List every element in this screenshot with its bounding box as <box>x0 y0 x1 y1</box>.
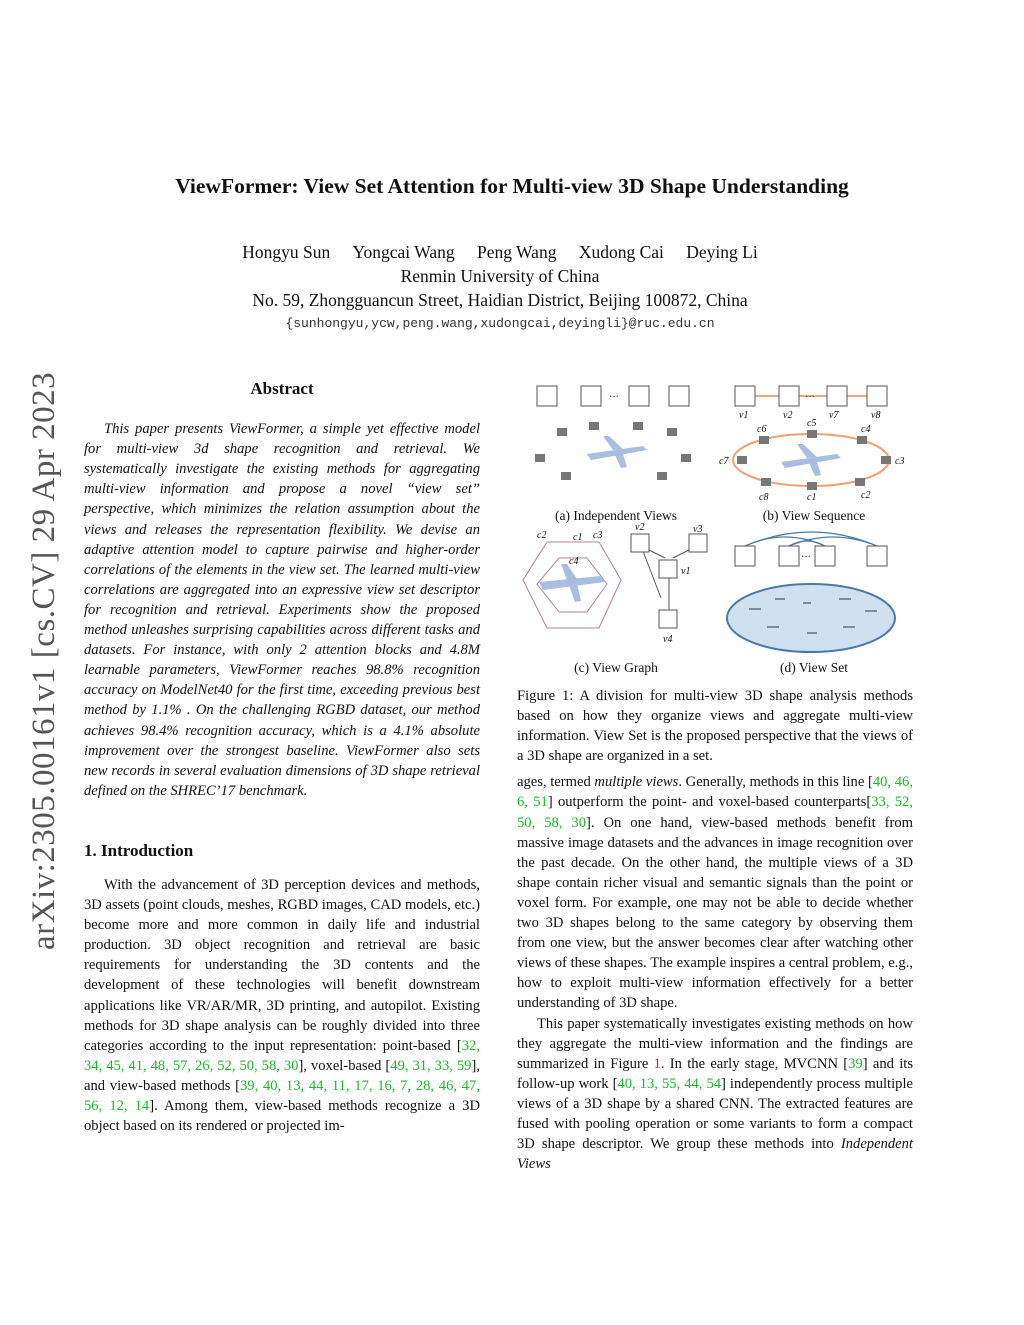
panel-independent-views <box>517 376 715 526</box>
label-v7: v7 <box>829 410 839 421</box>
paragraph: ages, termed multiple views. Generally, methods in this line [40, 46, 6, 51] outperform the point- and voxel-based counterparts[33, 52, 50, 58, 30]. On one hand, view-based methods benefit from massive image datasets and the advances in image recognition over the past decade. On the other hand, the multiple views of a 3D shape contain richer visual and semantic signals than the point or voxel form. For example, one may not be able to decide whether two 3D shapes belong to the same category by observing them from one view, but the answer becomes clear after watching other views of these shapes. The example inspires a central problem, e.g., how to exploit multi-view information effectively for a better understanding of 3D shape. <box>517 774 913 1012</box>
author: Peng Wang <box>477 242 557 262</box>
paper-title: ViewFormer: View Set Attention for Multi-view 3D Shape Understanding <box>175 174 849 198</box>
svg-text:c7: c7 <box>719 456 729 467</box>
svg-text:c6: c6 <box>757 424 767 435</box>
svg-text:c4: c4 <box>861 424 871 435</box>
view-set-ellipse <box>727 584 895 652</box>
svg-text:c4: c4 <box>569 556 579 567</box>
svg-text:v2: v2 <box>635 522 645 533</box>
figure-caption: Figure 1: A division for multi-view 3D shape analysis methods based on how they organize views and aggregate multi-view information. View Set is the proposed perspective that the views of a 3D shape are organized in a set. <box>517 688 913 765</box>
right-column <box>517 376 913 1174</box>
panel-view-sequence <box>715 376 913 526</box>
panel-view-set <box>715 528 913 678</box>
arxiv-stamp: arXiv:2305.00161v1 [cs.CV] 29 Apr 2023 <box>26 371 62 950</box>
author: Yongcai Wang <box>352 242 455 262</box>
citation-link[interactable]: 39, 40, 13, 44, 11, 17, 16, 7, 28, 46, 47, 56, 12, 14 <box>84 1077 480 1114</box>
svg-text:c3: c3 <box>895 456 905 467</box>
subcaption-d: (d) View Set <box>780 660 848 675</box>
address: No. 59, Zhongguancun Street, Haidian District, Beijing 100872, China <box>252 290 748 310</box>
paragraph: This paper systematically investigates existing methods on how they aggregate the multi-view information and the findings are summarized in Figure 1. In the early stage, MVCNN [39] and its follow-up work [40, 13, 55, 44, 54] independently process multiple views of a 3D shape by a shared CNN. The extracted features are fused with pooling operation or some variants to form a compact 3D shape descriptor. We group these methods into Independent Views <box>517 1015 913 1173</box>
svg-text:c5: c5 <box>807 418 817 429</box>
author: Hongyu Sun <box>242 242 331 262</box>
svg-text:c1: c1 <box>573 532 583 543</box>
citation-link[interactable]: 32, 34, 45, 41, 48, 57, 26, 52, 50, 58, 30 <box>84 1037 480 1074</box>
abstract-text: This paper presents ViewFormer, a simple yet effective model for multi-view 3d shape recognition and retrieval. We systematically investigate the existing methods for aggregating multi-view information and propose a novel “view set” perspective, which minimizes the relation assumption about the views and releases the representation flexibility. We devise an adaptive attention model to capture pairwise and higher-order correlations of the elements in the view set. The learned multi-view correlations are aggregated into an expressive view set descriptor for recognition and retrieval. Experiments show the proposed method unleashes surprising capabilities across different tasks and datasets. For instance, with only 2 attention blocks and 4.8M learnable parameters, ViewFormer reaches 98.8% recognition accuracy on ModelNet40 for the first time, exceeding previous best method by 1.1% . On the challenging RGBD dataset, our method achieves 98.4% recognition accuracy, which is a 4.1% absolute improvement over the strongest baseline. ViewFormer also sets new records in several evaluation dimensions of 3D shape retrieval defined on the SHREC’17 benchmark. <box>84 421 480 799</box>
abstract-heading: Abstract <box>250 379 314 398</box>
figure-1 <box>517 376 913 676</box>
affiliation: Renmin University of China <box>400 266 600 286</box>
subcaption-c: (c) View Graph <box>574 660 658 675</box>
author: Xudong Cai <box>578 242 664 262</box>
citation-link[interactable]: 49, 31, 33, 59 <box>390 1057 472 1074</box>
panel-view-graph <box>517 522 715 678</box>
subcaption-b: (b) View Sequence <box>762 508 866 523</box>
attention-arcs <box>745 532 877 546</box>
svg-text:···: ··· <box>801 552 811 563</box>
author-names <box>0 240 1000 264</box>
svg-text:c8: c8 <box>759 492 769 503</box>
citation-link[interactable]: 40, 46, 6, 51 <box>517 774 913 811</box>
label-v1: v1 <box>739 410 749 421</box>
label-v2: v2 <box>783 410 793 421</box>
airplane-icon <box>587 436 647 468</box>
svg-text:c2: c2 <box>861 490 871 501</box>
citation-link[interactable]: 33, 52, 50, 58, 30 <box>517 794 913 831</box>
svg-text:v3: v3 <box>693 524 703 535</box>
svg-text:c3: c3 <box>593 530 603 541</box>
subcaption-a: (a) Independent Views <box>555 508 677 523</box>
label-v8: v8 <box>871 410 881 421</box>
citation-link[interactable]: 39 <box>848 1055 863 1072</box>
ellipsis: ··· <box>609 392 619 403</box>
figure-reference-link[interactable]: 1 <box>653 1055 661 1072</box>
email: {sunhongyu,ycw,peng.wang,xudongcai,deyingli}@ruc.edu.cn <box>285 316 715 331</box>
section-heading: 1. Introduction <box>84 840 194 860</box>
svg-text:v1: v1 <box>681 566 691 577</box>
svg-text:···: ··· <box>805 392 815 403</box>
intro-paragraph: With the advancement of 3D perception devices and methods, 3D assets (point clouds, meshes, RGBD images, CAD models, etc.) become more and more common in daily life and industrial production. 3D object recognition and retrieval are basic requirements for understanding the 3D contents and the development of these technologies will benefit downstream applications like VR/AR/MR, 3D printing, and autopilot. Existing methods for 3D shape analysis can be roughly divided into three categories according to the input representation: point-based [32, 34, 45, 41, 48, 57, 26, 52, 50, 58, 30], voxel-based [49, 31, 33, 59], and view-based methods [39, 40, 13, 44, 11, 17, 16, 7, 28, 46, 47, 56, 12, 14]. Among them, view-based methods recognize a 3D object based on its rendered or projected im- <box>84 876 481 1135</box>
author-block <box>0 240 1000 336</box>
citation-link[interactable]: 40, 13, 55, 44, 54 <box>617 1075 722 1092</box>
svg-text:c2: c2 <box>537 530 547 541</box>
author: Deying Li <box>686 242 758 262</box>
left-column <box>84 376 480 1136</box>
svg-text:c1: c1 <box>807 492 817 503</box>
svg-text:v4: v4 <box>663 634 673 645</box>
